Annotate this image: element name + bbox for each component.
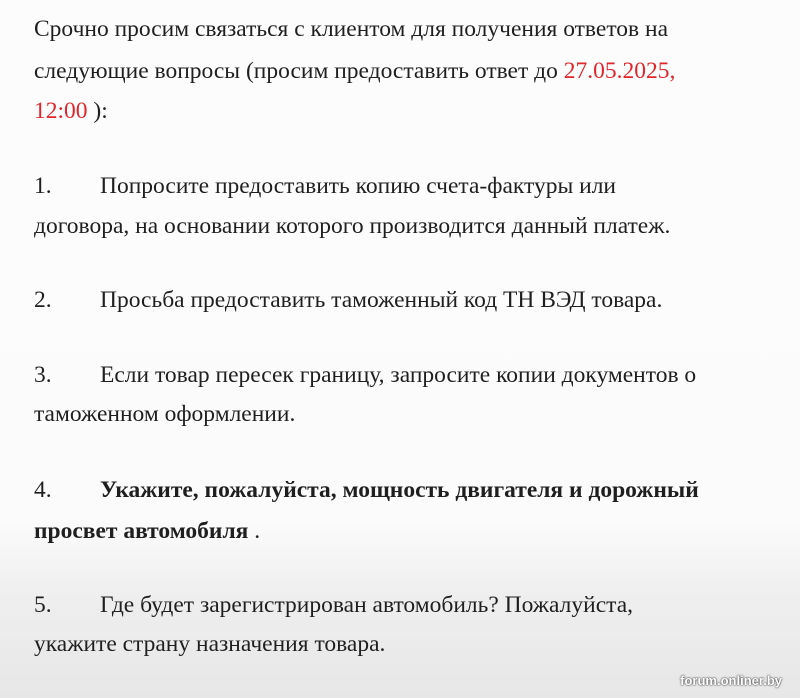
list-item-number: 1.: [34, 173, 52, 199]
list-item-4: [34, 471, 774, 510]
list-item-5: [34, 586, 774, 625]
list-item-1-continuation: договора, на основании которого производится данный платеж.: [34, 213, 671, 239]
list-item-text: Просьба предоставить таможенный код ТН ВЭД товара.: [100, 287, 663, 313]
list-item-3-continuation: таможенном оформлении.: [34, 401, 296, 427]
deadline-date: 27.05.2025,: [563, 58, 676, 84]
intro-line-3-suffix: ):: [87, 98, 108, 124]
list-item-number: 2.: [34, 287, 52, 313]
watermark: forum.onliner.by: [680, 673, 782, 688]
intro-line-2: [34, 52, 774, 91]
deadline-time: 12:00: [34, 98, 88, 124]
list-item-suffix: .: [248, 518, 261, 544]
list-item-3: [34, 356, 774, 395]
list-item-1: [34, 167, 774, 206]
list-item-text: Попросите предоставить копию счета-фактуры или: [100, 173, 617, 199]
list-item-text: Укажите, пожалуйста, мощность двигателя и дорожный: [100, 477, 699, 503]
list-item-text-bold: просвет автомобиля: [34, 518, 249, 544]
list-item-text: Где будет зарегистрирован автомобиль? Пожалуйста,: [100, 592, 633, 618]
list-item-number: 3.: [34, 362, 52, 388]
list-item-2: [34, 281, 774, 320]
intro-line-1: Срочно просим связаться с клиентом для получения ответов на: [34, 16, 669, 42]
list-item-number: 5.: [34, 592, 52, 618]
intro-line-2-text: следующие вопросы (просим предоставить ответ до: [34, 58, 564, 84]
list-item-5-continuation: укажите страну назначения товара.: [34, 631, 386, 657]
list-item-number: 4.: [34, 477, 52, 503]
list-item-4-continuation: [34, 512, 774, 551]
intro-line-3: [34, 92, 774, 131]
list-item-text: Если товар пересек границу, запросите копии документов о: [100, 362, 697, 388]
